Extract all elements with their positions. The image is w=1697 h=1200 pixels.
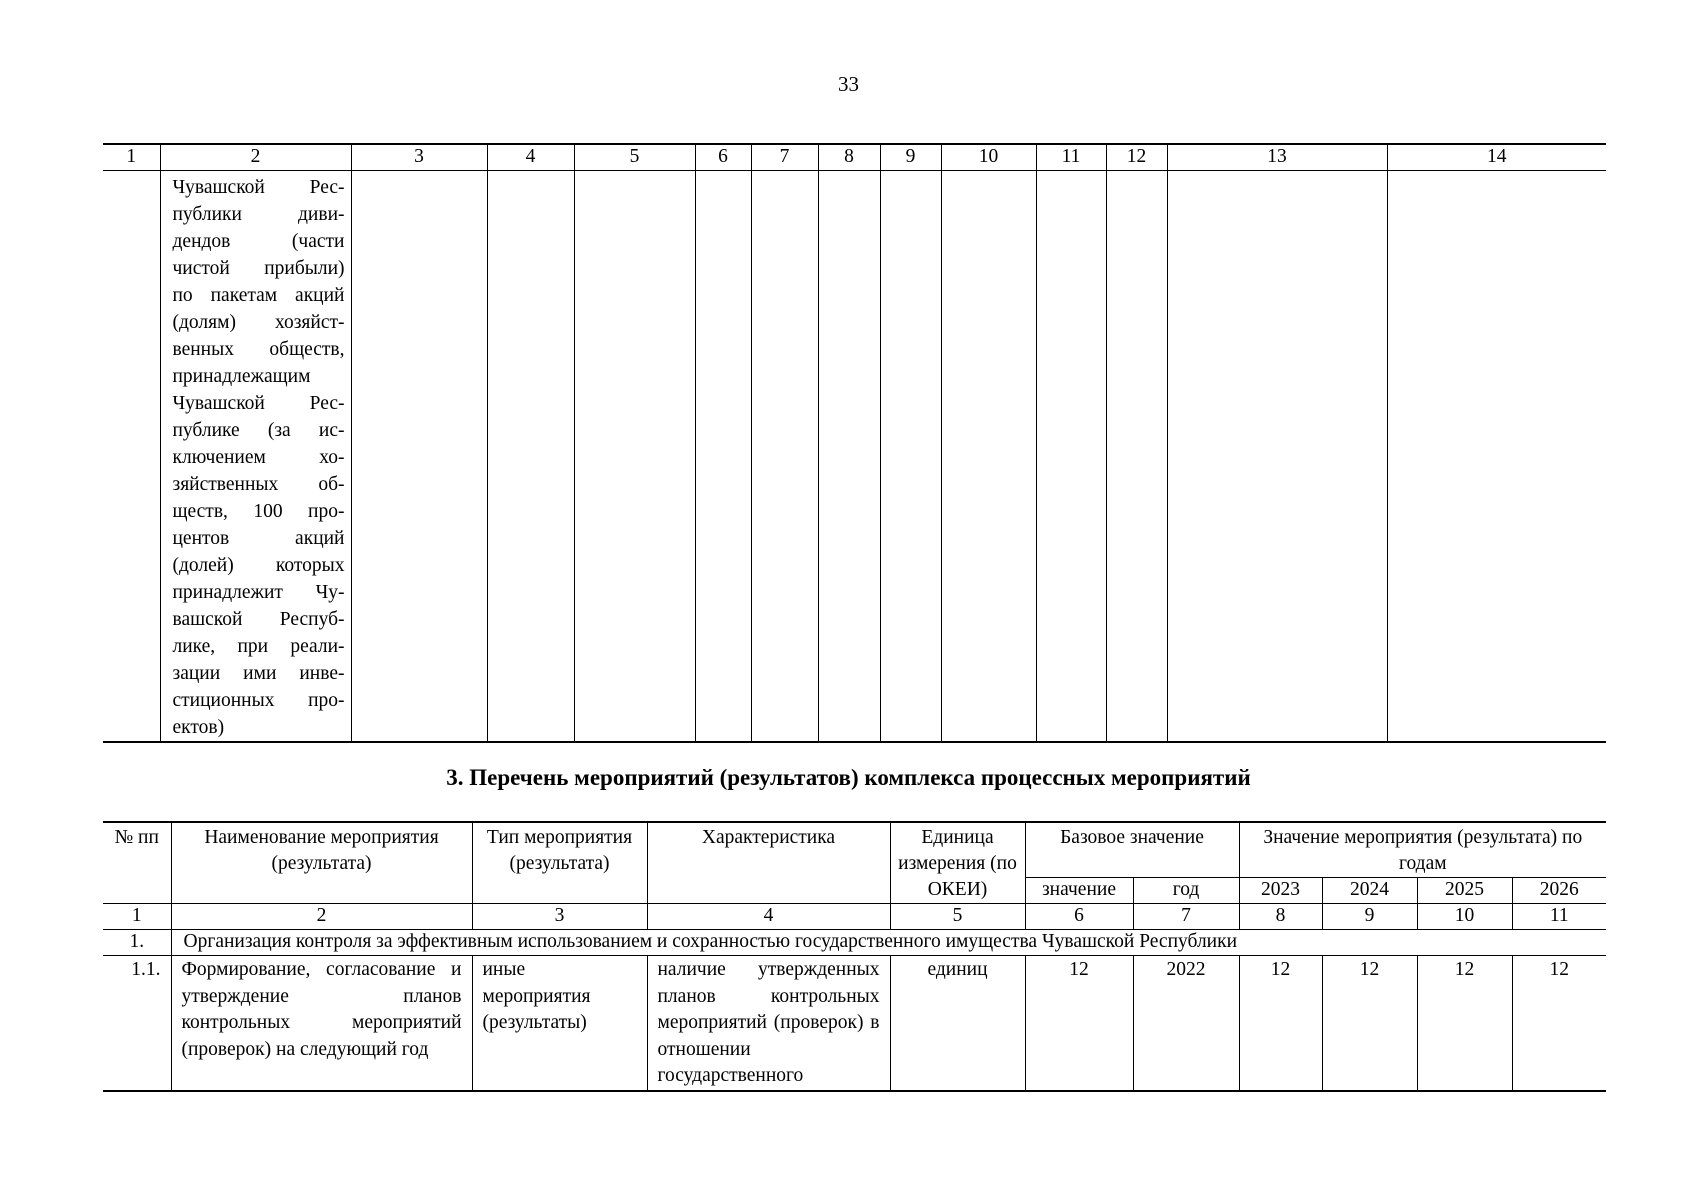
column-number: 10 [1417,904,1512,930]
row-name: Формирование, согласование и утверждение планов контрольных мероприятий (проверок) на следующий год [171,956,472,1091]
column-number: 9 [880,144,941,171]
continuation-cell [160,171,351,743]
continuation-text-line: (долей) которых [172,555,345,576]
continuation-text-line: дендов (части [172,231,345,252]
activities-table [103,821,1606,1092]
continuation-row [103,171,1606,743]
section-row [103,930,1606,956]
continuation-text-line: зяйственных об- [172,474,345,495]
row-characteristic: наличие утвержденных планов контрольных мероприятий (проверок) в отношении государственного [647,956,890,1091]
row-value-2026: 12 [1512,956,1606,1091]
empty-cell [103,171,160,743]
continuation-text-line: чистой прибыли) [172,258,345,279]
continuation-text-line: венных обществ, [172,339,345,360]
section-row-title: Организация контроля за эффективным использованием и сохранностью государственного имущества Чувашской Республики [171,930,1606,956]
column-number: 2 [171,904,472,930]
continuation-text-line: Чувашской Рес- [172,393,345,414]
section-number: 1. [103,930,171,956]
column-number: 1 [103,904,171,930]
header-base-value: значение [1025,878,1133,904]
column-number: 3 [351,144,487,171]
continuation-text-line: ектов) [172,717,225,738]
header-year: 2023 [1239,878,1322,904]
continuation-text-line: ществ, 100 про- [172,501,345,522]
column-number: 11 [1512,904,1606,930]
column-number: 4 [647,904,890,930]
continuation-text-line: лике, при реали- [172,636,345,657]
column-number: 4 [487,144,574,171]
empty-cell [751,171,818,743]
empty-cell [1036,171,1106,743]
header-year: 2024 [1322,878,1417,904]
column-number: 1 [103,144,160,171]
empty-cell [880,171,941,743]
column-number-row [103,144,1606,171]
column-number: 6 [695,144,751,171]
header-base: Базовое значение [1025,822,1239,878]
column-number: 9 [1322,904,1417,930]
empty-cell [1167,171,1387,743]
section-title: 3. Перечень мероприятий (результатов) комплекса процессных мероприятий [446,765,1251,790]
empty-cell [487,171,574,743]
indicators-table-continuation [103,143,1606,743]
continuation-text-line: публики диви- [172,204,345,225]
page-number: 33 [838,72,859,96]
row-value-2024: 12 [1322,956,1417,1091]
continuation-text-line: (долям) хозяйст- [172,312,345,333]
continuation-text-line: Чувашской Рес- [172,177,345,198]
row-value-2023: 12 [1239,956,1322,1091]
column-number: 14 [1387,144,1606,171]
continuation-text-line: публике (за ис- [172,420,345,441]
continuation-text-line: вашской Респуб- [172,609,345,630]
header-by-years: Значение мероприятия (результата) по годам [1239,822,1606,878]
column-number: 7 [1133,904,1239,930]
row-base-year: 2022 [1133,956,1239,1091]
empty-cell [1106,171,1167,743]
column-number: 5 [574,144,695,171]
column-number: 10 [941,144,1036,171]
header-type: Тип мероприятия (результата) [472,822,647,904]
continuation-text-line: по пакетам акций [172,285,345,306]
header-base-year: год [1133,878,1239,904]
column-number: 5 [890,904,1025,930]
row-unit: единиц [890,956,1025,1091]
row-type: иные мероприятия (результаты) [472,956,647,1091]
column-number: 7 [751,144,818,171]
row-number: 1.1. [103,956,171,1091]
column-number-row [103,904,1606,930]
column-number: 12 [1106,144,1167,171]
column-number: 13 [1167,144,1387,171]
table-row [103,956,1606,1091]
empty-cell [351,171,487,743]
header-unit: Единица измерения (по ОКЕИ) [890,822,1025,904]
header-name: Наименование мероприятия (результата) [171,822,472,904]
empty-cell [574,171,695,743]
empty-cell [941,171,1036,743]
column-number: 11 [1036,144,1106,171]
continuation-text-line: принадлежит Чу- [172,582,345,603]
empty-cell [818,171,880,743]
column-number: 6 [1025,904,1133,930]
continuation-text-line: ключением хо- [172,447,345,468]
continuation-text [161,171,351,741]
column-number: 3 [472,904,647,930]
header-characteristic: Характеристика [647,822,890,904]
continuation-text-line: стиционных про- [172,690,345,711]
column-number: 8 [818,144,880,171]
column-number: 2 [160,144,351,171]
header-year: 2026 [1512,878,1606,904]
continuation-text-line: центов акций [172,528,345,549]
continuation-text-line: зации ими инве- [172,663,345,684]
continuation-text-line: принадлежащим [172,366,311,387]
column-number: 8 [1239,904,1322,930]
header-num: № пп [103,822,171,904]
row-base-value: 12 [1025,956,1133,1091]
empty-cell [1387,171,1606,743]
empty-cell [695,171,751,743]
row-value-2025: 12 [1417,956,1512,1091]
header-year: 2025 [1417,878,1512,904]
